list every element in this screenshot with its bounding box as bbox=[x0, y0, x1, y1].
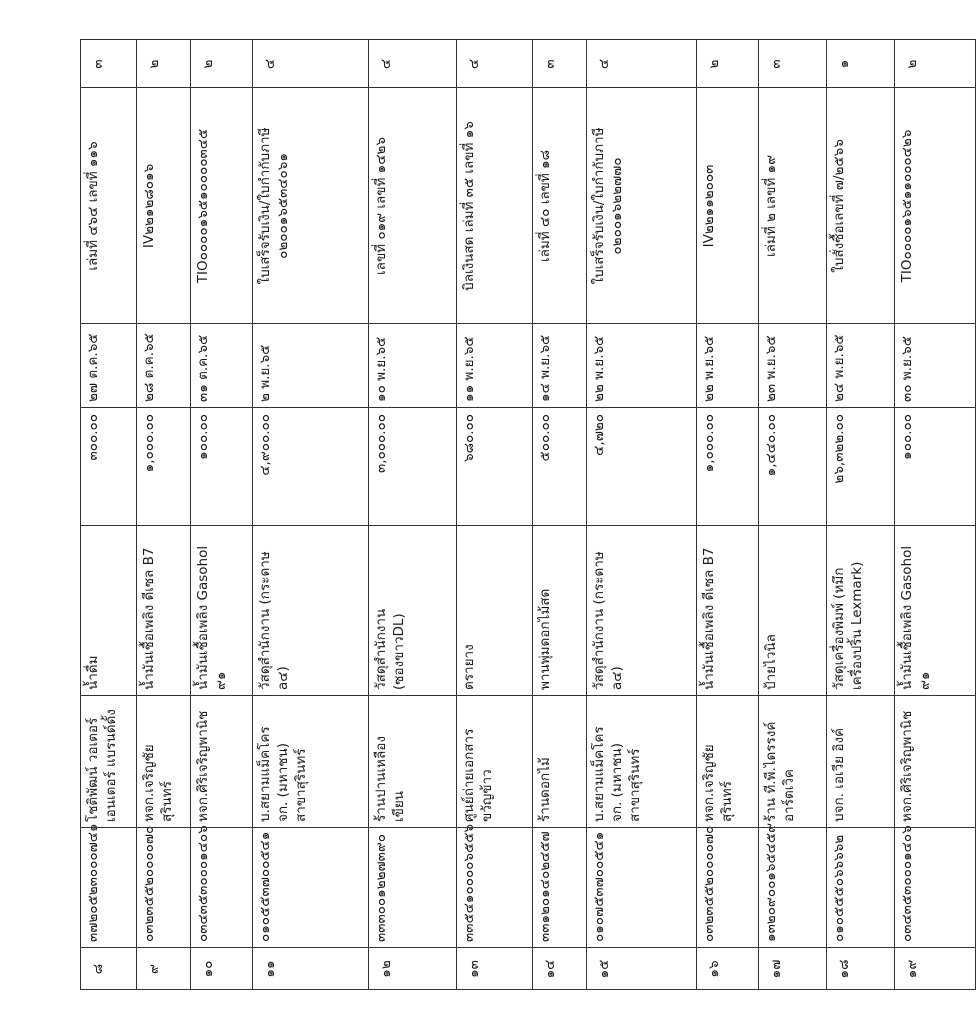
table-row bbox=[190, 40, 252, 990]
score-cell: ๔ bbox=[378, 58, 394, 70]
item-description-cell: น้ำมันเชื้อเพลิง ดีเซล B7 bbox=[141, 547, 157, 690]
table-row bbox=[826, 40, 894, 990]
tax-id-cell: ๐๓๔๓๕๓๐๐๐๑๔๐๖ bbox=[899, 825, 915, 942]
document-reference-cell: เล่มที่ ๔๐ เลขที่ ๑๘ bbox=[537, 150, 553, 263]
date-cell: ๒๓ พ.ย.๖๕ bbox=[763, 335, 779, 402]
item-description-cell: น้ำมันเชื้อเพลิง Gasohol ๙๑ bbox=[195, 545, 229, 690]
column-divider bbox=[80, 407, 976, 408]
score-cell: ๔ bbox=[466, 58, 482, 70]
score-cell: ๔ bbox=[262, 58, 278, 70]
column-divider bbox=[80, 39, 976, 40]
document-reference-cell: IV๒๒๑๒๘๐๑๖ bbox=[141, 163, 157, 249]
tax-id-cell: ๓๓๕๔๑๐๐๐๐๖๕๕๖ bbox=[461, 824, 477, 942]
row-number-cell: ๑๖ bbox=[706, 960, 722, 978]
column-divider bbox=[80, 947, 976, 948]
tax-id-cell: ๐๑๐๗๕๓๗๐๐๕๔๑ bbox=[591, 831, 607, 942]
item-description-cell: วัสดุสำนักงาน (กระดาษ a๔) bbox=[257, 551, 291, 690]
date-cell: ๓๐ พ.ย.๖๕ bbox=[899, 336, 915, 402]
date-cell: ๓๑ ต.ค.๖๕ bbox=[195, 334, 211, 402]
amount-cell: ๑๐๐.๐๐ bbox=[195, 414, 211, 460]
amount-cell: ๓๐๐.๐๐ bbox=[85, 414, 101, 461]
amount-cell: ๑,๐๐๐.๐๐ bbox=[701, 414, 717, 473]
table-row bbox=[696, 40, 758, 990]
date-cell: ๑๑ พ.ย.๖๕ bbox=[461, 336, 477, 402]
amount-cell: ๔,๗๒๐ bbox=[591, 414, 607, 456]
amount-cell: ๕๐๐.๐๐ bbox=[537, 414, 553, 462]
row-number-cell: ๑๒ bbox=[378, 960, 394, 978]
column-divider bbox=[80, 87, 976, 88]
date-cell: ๒๔ พ.ย.๖๕ bbox=[831, 334, 847, 402]
column-divider bbox=[80, 989, 976, 990]
score-cell: ๒ bbox=[706, 59, 722, 69]
vendor-name-cell: หจก.เจริญชัย สุรินทร์ bbox=[141, 744, 175, 822]
document-reference-cell: TIO๐๐๐๐๑๖๕๑๐๐๐๐๓๔๕ bbox=[195, 128, 211, 284]
amount-cell: ๑๐๐.๐๐ bbox=[899, 414, 915, 460]
tax-id-cell: ๐๓๔๓๕๓๐๐๐๑๔๐๖ bbox=[195, 825, 211, 942]
date-cell: ๒ พ.ย.๖๕ bbox=[257, 344, 273, 402]
score-cell: ๒ bbox=[904, 59, 920, 69]
column-divider bbox=[80, 323, 976, 324]
vendor-name-cell: หจก.ศิริเจริญพานิช bbox=[195, 710, 211, 822]
row-number-cell: ๑๘ bbox=[836, 959, 852, 979]
tax-id-cell: ๐๑๐๕๕๕๐๖๖๖๖๒ bbox=[831, 834, 847, 942]
row-number-cell: ๑๐ bbox=[200, 960, 216, 978]
amount-cell: ๒๖,๓๒๒.๐๐ bbox=[831, 414, 847, 484]
table-row bbox=[586, 40, 696, 990]
tax-id-cell: ๓๓๓๐๐๑๒๒๗๓๙๐ bbox=[373, 833, 389, 942]
vendor-name-cell: หจก.ศิริเจริญพานิช bbox=[899, 710, 915, 822]
item-description-cell: น้ำมันเชื้อเพลิง Gasohol ๙๑ bbox=[899, 545, 933, 690]
score-cell: ๒ bbox=[146, 59, 162, 69]
row-number-cell: ๑๓ bbox=[466, 960, 482, 978]
document-reference-cell: เล่มที่ ๔๖๔ เลขที่ ๑๑๖ bbox=[85, 141, 101, 271]
document-reference-cell: เล่มที่ ๒ เลขที่ ๑๙ bbox=[763, 155, 779, 257]
vendor-name-cell: ศูนย์ถ่ายเอกสาร ขวัญข้าว bbox=[461, 728, 495, 822]
document-reference-cell: IV๒๒๑๑๒๐๐๓ bbox=[701, 164, 717, 248]
date-cell: ๒๘ ต.ค.๖๕ bbox=[141, 333, 157, 402]
score-cell: ๑ bbox=[836, 59, 852, 69]
vendor-name-cell: ร้านดอกไม้ bbox=[537, 757, 553, 822]
document-reference-cell: เลขที่ ๐๑๙ เลขที่ ๑๔๒๖ bbox=[373, 137, 389, 275]
date-cell: ๒๗ ต.ค.๖๕ bbox=[85, 333, 101, 402]
vendor-name-cell: ร้านปานเหลือง เขียน bbox=[373, 736, 407, 822]
amount-cell: ๓,๐๐๐.๐๐ bbox=[373, 414, 389, 474]
table-row bbox=[456, 40, 532, 990]
vendor-name-cell: บ.สยามแม็คโคร จก. (มหาชน) สาขาสุรินทร์ bbox=[591, 726, 643, 822]
score-cell: ๔ bbox=[596, 58, 612, 70]
score-cell: ๒ bbox=[200, 59, 216, 69]
tax-id-cell: ๓๓๑๒๐๑๔๐๒๔๕๗ bbox=[537, 831, 553, 942]
date-cell: ๒๒ พ.ย.๖๕ bbox=[591, 335, 607, 402]
document-reference-cell: TIO๐๐๐๐๑๖๕๑๑๐๐๐๔๒๖ bbox=[899, 129, 915, 283]
item-description-cell: น้ำดื่ม bbox=[85, 655, 101, 690]
vendor-name-cell: หจก.เจริญชัย สุรินทร์ bbox=[701, 744, 735, 822]
score-cell: ๓ bbox=[90, 59, 106, 69]
item-description-cell: ตรายาง bbox=[461, 644, 477, 690]
table-row bbox=[894, 40, 976, 990]
table-row bbox=[252, 40, 368, 990]
column-divider bbox=[80, 525, 976, 526]
table-row bbox=[368, 40, 456, 990]
date-cell: ๑๐ พ.ย.๖๕ bbox=[373, 336, 389, 402]
table-row bbox=[758, 40, 826, 990]
amount-cell: ๑,๐๐๐.๐๐ bbox=[141, 414, 157, 473]
vendor-name-cell: ร้าน ที.พี.ไดรรงค์ อาร์ตเวิค bbox=[763, 721, 797, 822]
table-row bbox=[80, 40, 136, 990]
row-number-cell: ๘ bbox=[90, 963, 106, 975]
vendor-name-cell: โชติพัฒน์ วอเตอร์ เอนเตอร์ แบรนด์ดั้ง bbox=[85, 709, 119, 822]
tax-id-cell: ๑๓๒๐๙๐๐๑๖๕๔๕๙ bbox=[763, 823, 779, 942]
item-description-cell: วัสดุสำนักงาน (กระดาษ a๔) bbox=[591, 551, 625, 690]
document-reference-cell: บิลเงินสด เล่มที่ ๓๕ เลขที่ ๑๖ bbox=[461, 121, 477, 291]
document-reference-cell: ใบเสร็จรับเงิน/ใบกำกับภาษี ๐๒๐๐๑๖๒๒๗๗๐ bbox=[591, 127, 625, 285]
row-number-cell: ๑๗ bbox=[768, 959, 784, 979]
row-number-cell: ๑๕ bbox=[596, 959, 612, 979]
row-number-cell: ๑๔ bbox=[542, 959, 558, 979]
vendor-name-cell: บ.สยามแม็คโคร จก. (มหาชน) สาขาสุรินทร์ bbox=[257, 726, 309, 822]
date-cell: ๒๒ พ.ย.๖๕ bbox=[701, 335, 717, 402]
date-cell: ๑๔ พ.ย.๖๕ bbox=[537, 334, 553, 402]
row-number-cell: ๙ bbox=[146, 964, 162, 974]
table-row bbox=[136, 40, 190, 990]
table-row bbox=[532, 40, 586, 990]
row-number-cell: ๑๙ bbox=[904, 959, 920, 979]
tax-id-cell: ๐๓๒๓๕๕๒๐๐๐๐๗๐ bbox=[141, 825, 157, 942]
row-number-cell: ๑๑ bbox=[262, 960, 278, 978]
amount-cell: ๑,๔๔๐.๐๐ bbox=[763, 414, 779, 477]
tax-id-cell: ๐๓๒๓๕๕๒๐๐๐๐๗๐ bbox=[701, 825, 717, 942]
column-divider bbox=[80, 695, 976, 696]
score-cell: ๓ bbox=[542, 59, 558, 69]
item-description-cell: พานพุ่มดอกไม้สด bbox=[537, 588, 553, 690]
document-reference-cell: ใบสั่งซื้อเลขที่ ๗/๒๕๖๖ bbox=[831, 139, 847, 273]
item-description-cell: น้ำมันเชื้อเพลิง ดีเซล B7 bbox=[701, 547, 717, 690]
amount-cell: ๔,๙๐๐.๐๐ bbox=[257, 414, 273, 476]
column-divider bbox=[80, 827, 976, 828]
document-reference-cell: ใบเสร็จรับเงิน/ใบกำกับภาษี ๐๒๐๐๑๖๕๓๔๐๖๑ bbox=[257, 127, 291, 285]
tax-id-cell: ๐๑๐๕๕๓๗๐๐๕๔๑ bbox=[257, 831, 273, 942]
score-cell: ๓ bbox=[768, 59, 784, 69]
vendor-name-cell: บจก. เอเวีย อิงค์ bbox=[831, 727, 847, 822]
item-description-cell: วัสดุเครื่องพิมพ์ (หมึก เครื่องปริ้น Lexmark) bbox=[831, 561, 865, 690]
amount-cell: ๖๘๐.๐๐ bbox=[461, 414, 477, 462]
tax-id-cell: ๓๗๒๐๕๒๓๐๐๐๗๔๑ bbox=[85, 823, 101, 942]
procurement-table bbox=[80, 40, 976, 990]
item-description-cell: วัสดุสำนักงาน (ซองขาวDL) bbox=[373, 608, 407, 690]
item-description-cell: ป้ายไวนิล bbox=[763, 634, 779, 690]
